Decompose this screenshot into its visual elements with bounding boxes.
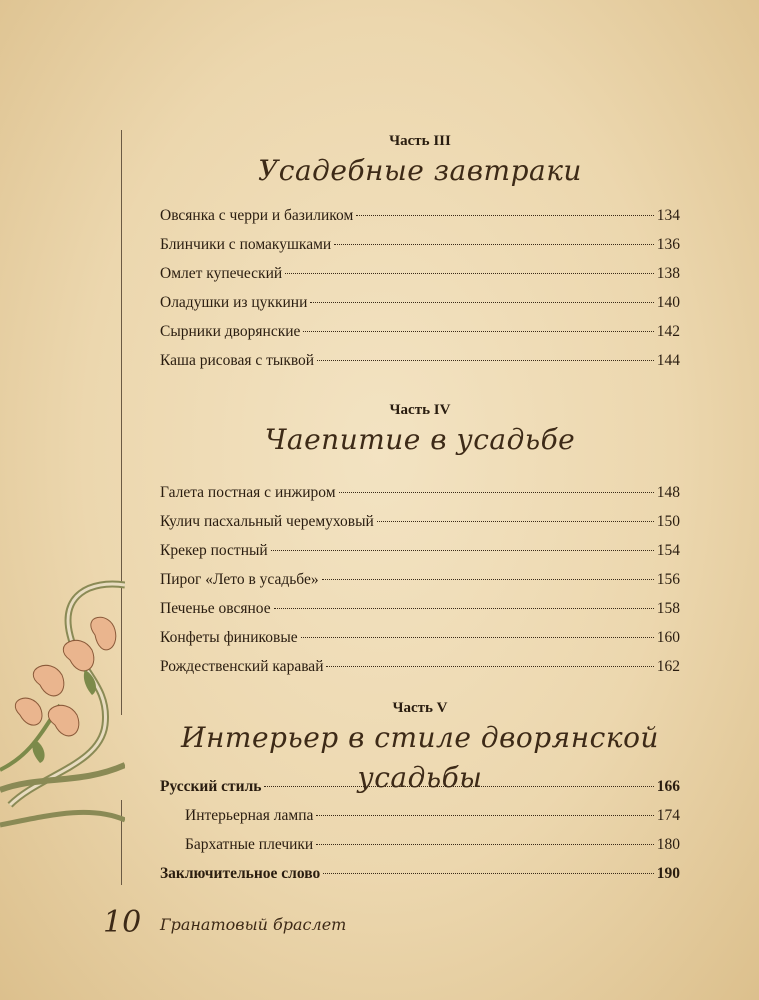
part-label: Часть III [389,133,451,149]
toc-entry[interactable]: Кулич пасхальный черемуховый 150 [160,513,680,530]
part-title: Усадебные завтраки [258,154,582,187]
toc-entry[interactable]: Бархатные плечики 180 [185,836,680,853]
toc-entry[interactable]: Омлет купеческий 138 [160,265,680,282]
toc-entry[interactable]: Рождественский каравай 162 [160,658,680,675]
toc-entry[interactable]: Пирог «Лето в усадьбе» 156 [160,571,680,588]
toc-entry[interactable]: Галета постная с инжиром 148 [160,484,680,501]
toc-entry[interactable]: Интерьерная лампа 174 [185,807,680,824]
toc-entry[interactable]: Оладушки из цуккини 140 [160,294,680,311]
page-number: 10 [103,905,142,940]
part-3 [160,133,680,375]
part-5 [160,700,680,888]
toc-entry[interactable]: Блинчики с помакушками 136 [160,236,680,253]
part-label: Часть IV [389,402,451,418]
toc-entry[interactable]: Русский стиль 166 [160,778,680,795]
toc-entry[interactable]: Заключительное слово 190 [160,865,680,882]
toc-entry[interactable]: Крекер постный 154 [160,542,680,559]
toc-entry[interactable]: Каша рисовая с тыквой 144 [160,352,680,369]
part-label: Часть V [392,700,448,716]
toc-entry[interactable]: Печенье овсяное 158 [160,600,680,617]
part-title: Интерьер в стиле дворянской усадьбы [181,721,659,794]
part-title: Чаепитие в усадьбе [264,423,576,456]
running-title: Гранатовый браслет [160,915,347,934]
part-4 [160,402,680,681]
toc-entry[interactable]: Сырники дворянские 142 [160,323,680,340]
floral-ornament [0,575,125,840]
toc-entry[interactable]: Конфеты финиковые 160 [160,629,680,646]
toc-entry[interactable]: Овсянка с черри и базиликом 134 [160,207,680,224]
